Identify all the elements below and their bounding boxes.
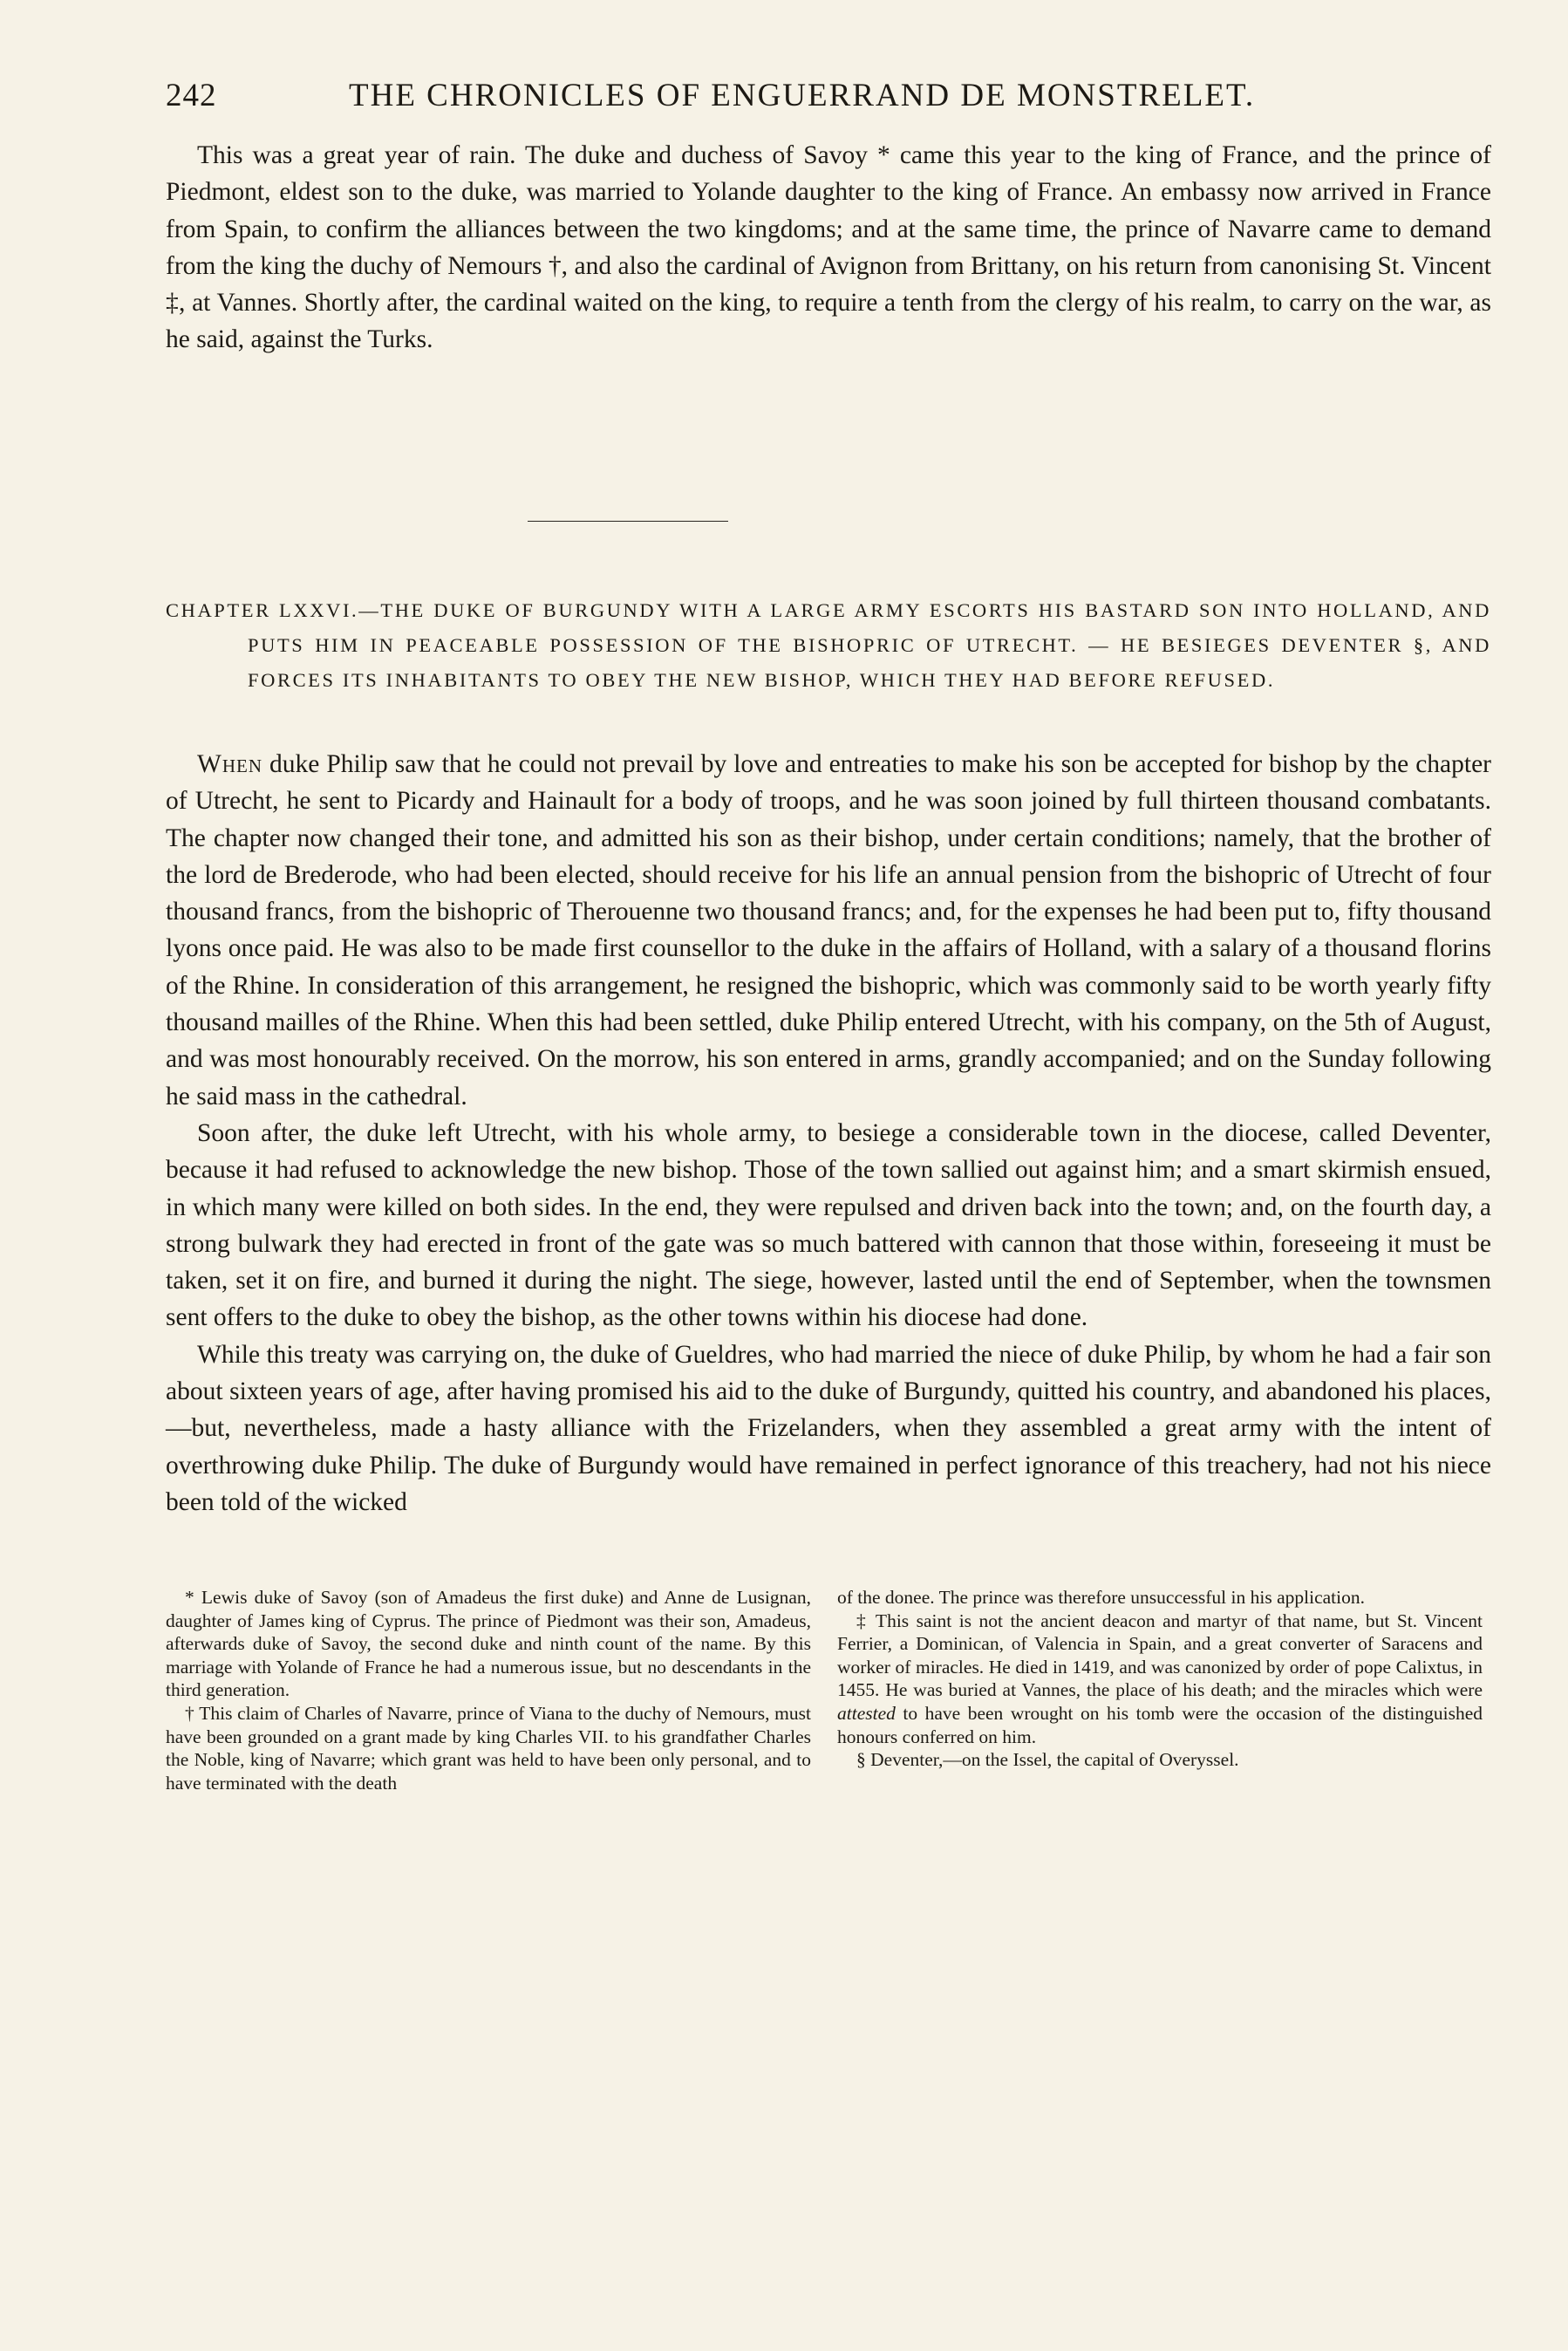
running-title: THE CHRONICLES OF ENGUERRAND DE MONSTRELET. [349,78,1256,113]
footnote-double-dagger-text-b: to have been wrought on his tomb were the occasion of the distinguished honours conferred on him. [837,1702,1483,1747]
opening-paragraph: This was a great year of rain. The duke and duchess of Savoy * came this year to the king of France, and the prince of Piedmont, eldest son to the duke, was married to Yolande daughter to the king of France. An embassy now arrived in France from Spain, to confirm the alliances between the two kingdoms; and at the same time, the prince of Navarre came to demand from the king the duchy of Nemours †, and also the cardinal of Avignon from Brittany, on his return from canonising St. Vincent ‡, at Vannes. Shortly after, the cardinal waited on the king, to require a tenth from the clergy of his realm, to carry on the war, as he said, against the Turks. [166,141,1491,354]
page-number: 242 [166,78,217,113]
chapter-paragraph-3: While this treaty was carrying on, the duke of Gueldres, who had married the niece of duke Philip, by whom he had a fair son about sixteen years of age, after having promised his aid to the duke of Burgundy, quitted his country, and abandoned his places,—but, nevertheless, made a hasty alliance with the Frizelanders, when they assembled a great army with the intent of overthrowing duke Philip. The duke of Burgundy would have remained in perfect ignorance of this treachery, had not his niece been told of the wicked [166,1340,1491,1516]
chapter-paragraph-1-text: duke Philip saw that he could not prevail by love and entreaties to make his son be accepted for bishop by the chapter of Utrecht, he sent to Picardy and Hainault for a body of troops, and he was soon joined by full thirteen thousand combatants. The chapter now changed their tone, and admitted his son as their bishop, under certain conditions; namely, that the brother of the lord de Brederode, who had been elected, should receive for his life an annual pension from the bishopric of Utrecht of four thousand francs, from the bishopric of Therouenne two thousand francs; and, for the expenses he had been put to, fifty thousand lyons once paid. He was also to be made first counsellor to the duke in the affairs of Holland, with a salary of a thousand florins of the Rhine. In consideration of this arrangement, he resigned the bishopric, which was commonly said to be worth yearly fifty thousand mailles of the Rhine. When this had been settled, duke Philip entered Utrecht, with his company, on the 5th of August, and was most honourably received. On the morrow, his son entered in arms, grandly accompanied; and on the Sunday following he said mass in the cathedral. [166,750,1491,1111]
footnote-star: * Lewis duke of Savoy (son of Amadeus the first duke) and Anne de Lusignan, daughter of James king of Cyprus. The prince of Piedmont was their son, Amadeus, afterwards duke of Savoy, the second duke and ninth count of the name. By this marriage with Yolande of France he had a numerous issue, but no descendants in the third generation. [166,1587,811,1701]
footnote-section: § Deventer,—on the Issel, the capital of Overyssel. [856,1749,1239,1771]
footnote-dagger-continued: of the donee. The prince was therefore unsuccessful in his application. [837,1587,1365,1608]
footnote-double-dagger [837,1609,1483,1749]
footnote-double-dagger-text-a: ‡ This saint is not the ancient deacon and martyr of that name, but St. Vincent Ferrier, a Dominican, of Valencia in Spain, and a great converter of Saracens and worker of miracles. He died in 1419, and was canonized by order of pope Calixtus, in 1455. He was buried at Vannes, the place of his death; and the miracles which were [837,1609,1483,1701]
section-divider [528,521,728,522]
chapter-heading: CHAPTER LXXVI.—THE DUKE OF BURGUNDY WITH A LARGE ARMY ESCORTS HIS BASTARD SON INTO HOLLAND, AND PUTS HIM IN PEACEABLE POSSESSION OF THE BISHOPRIC OF UTRECHT. — HE BESIEGES DEVENTER §, AND FORCES ITS INHABITANTS TO OBEY THE NEW BISHOP, WHICH THEY HAD BEFORE REFUSED. [166,599,1491,692]
footnotes-left-column [166,1586,811,1794]
running-head [166,77,1491,120]
footnotes-right-column [837,1586,1483,1772]
footnote-emphasis: attested [837,1702,896,1724]
chapter-paragraph-2: Soon after, the duke left Utrecht, with his whole army, to besiege a considerable town in the diocese, called Deventer, because it had refused to acknowledge the new bishop. Those of the town sallied out against him; and a smart skirmish ensued, in which many were killed on both sides. In the end, they were repulsed and driven back into the town; and, on the fourth day, a strong bulwark they had erected in front of the gate was so much battered with cannon that those within, foreseeing it must be taken, set it on fire, and burned it during the night. The siege, however, lasted until the end of September, when the townsmen sent offers to the duke to obey the bishop, as the other towns within his diocese had done. [166,1118,1491,1332]
chapter-paragraph-1 [166,746,1491,1115]
chapter-body [166,746,1491,1521]
chapter-first-word: When [197,750,263,778]
footnote-dagger: † This claim of Charles of Navarre, prince of Viana to the duchy of Nemours, must have been grounded on a grant made by king Charles VII. to his grandfather Charles the Noble, king of Navarre; which grant was held to have been only personal, and to have terminated with the death [166,1702,811,1794]
